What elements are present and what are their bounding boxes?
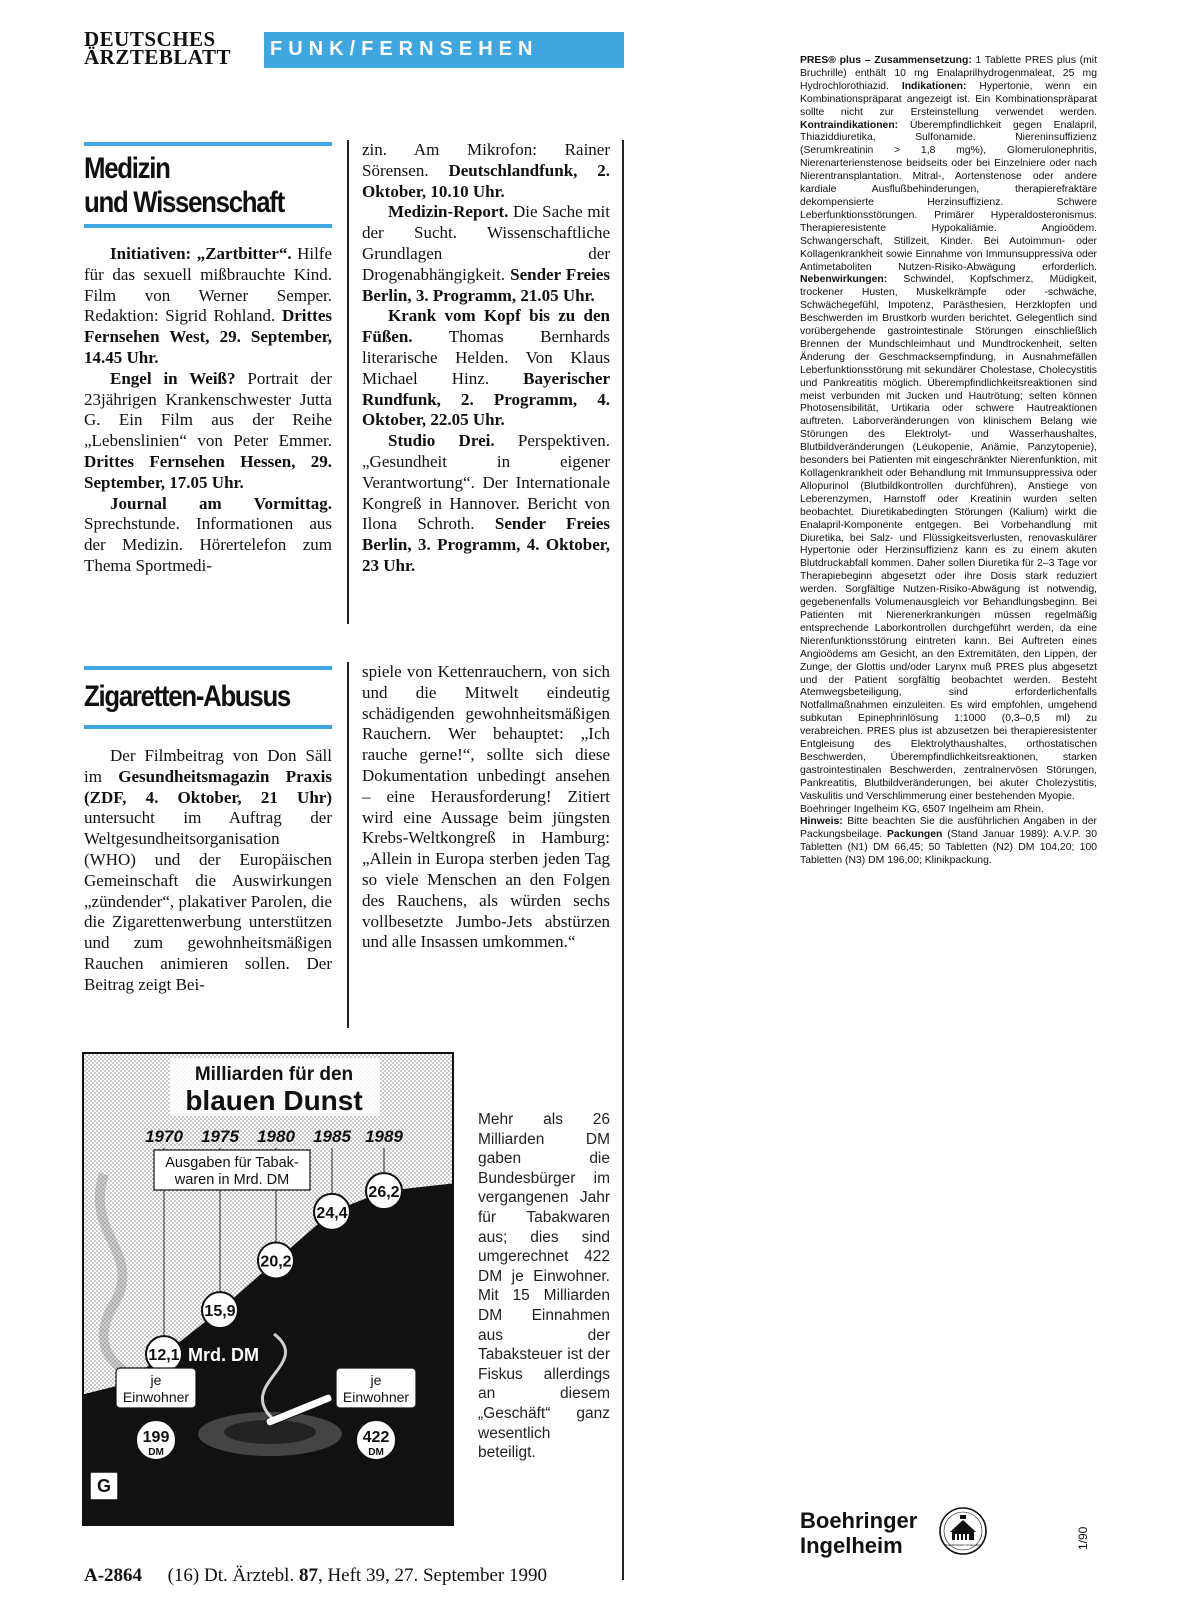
per-capita-unit-right: DM bbox=[368, 1447, 384, 1458]
chart-figure bbox=[82, 1052, 454, 1526]
x-tick-label: 1989 bbox=[365, 1127, 403, 1146]
legend-line1: Ausgaben für Tabak- bbox=[165, 1155, 299, 1171]
column-rule bbox=[347, 662, 349, 1028]
headline-rule-bottom bbox=[84, 725, 332, 729]
chart-svg bbox=[84, 1054, 454, 1526]
headline-rule-bottom bbox=[84, 224, 332, 228]
chart-logo-code: 8408 bbox=[90, 1505, 115, 1517]
x-tick-label: 1970 bbox=[145, 1127, 183, 1146]
data-label: 12,1 bbox=[148, 1347, 180, 1365]
x-tick-label: 1975 bbox=[201, 1127, 239, 1146]
data-label: 26,2 bbox=[368, 1184, 400, 1202]
boehringer-logo-icon bbox=[938, 1506, 988, 1556]
journal-name: DEUTSCHES ÄRZTEBLATT bbox=[84, 27, 231, 69]
unit-label: Mrd. DM bbox=[188, 1345, 259, 1366]
citation-pre: (16) Dt. Ärztebl. bbox=[167, 1565, 299, 1586]
page-footer bbox=[84, 1565, 547, 1587]
data-label: 24,4 bbox=[316, 1204, 348, 1222]
ad-paragraph: PRES® plus – Zusammensetzung: 1 Tablette PRES plus (mit Bruchrille) enthält 10 mg Enalaprilhydrogenmaleat, 25 mg Hydrochlorothiazid. Indikationen: Hypertonie, wenn ein Kombinationspräparat angezeigt ist. Ein Kombinationspräparat sollte nicht zur Ersteinstellung verwendet werden. Kontraindikationen: Überempfindlichkeit gegen Enalapril, Thiaziddiuretika, Sulfonamide. Niereninsuffizienz (Serumkreatinin > 1,8 mg%), Glomerulonephritis, Nierenarterienstenose beidseits oder bei Einzelniere oder nach Nierentransplantation. Mitral-, Aortenstenose oder andere kardiale Ausflußbehinderungen, therapierefraktäre dekompensierte Herzinsuffizienz. Schwere Leberfunktionsstörungen. Primärer Hyperaldosteronismus. Therapieresistente Hypokaliämie. Angioödem. Schwangerschaft, Stillzeit, Kinder. Bei Autoimmun- oder Kollagenkrankheit sowie Einnahme von Immunsuppressiva oder Antimetaboliten Nutzen-Risiko-Abwägung erforderlich. Nebenwirkungen: Schwindel, Kopfschmerz, Müdigkeit, trockener Husten, Muskelkrämpfe oder -schwäche, Schwächegefühl, Impotenz, Parästhesien, Herzklopfen und Beschwerden im Brustkorb wurden berichtet. Gelegentlich sind vorübergehende gastrointestinale Störungen einschließlich Brennen der Mundschleimhaut und Mundtrockenheit, selten Änderung der Geschmacksempfindung, in Ausnahmefällen Leberfunktionsstörung mit sekundärer Cholestase, Cholecystitis und Pankreatitis möglich. Überempfindlichkeitsreaktionen sind meist verbunden mit Jucken und Hautrötung; selten können Photosensibilität, Urtikaria oder schwere Hautreaktionen auftreten. Laborveränderungen von klinischem Belang wie Störungen des Elektrolyt- und Wasserhaushaltes, Blutbildveränderungen (Leukopenie, Anämie, Panzytopenie), besonders bei Patienten mit eingeschränkter Nierenfunktion, mit Kollagenkrankheit oder Behandlung mit Immunsuppressiva oder Allopurinol (Blutbildkontrollen durchführen), Anstiege von Leberenzymen, Harnstoff oder Kreatinin wurden selten beobachtet. Diuretikabedingten Störungen (Kalium) wirkt die Enalapril-Komponente entgegen. Bei Vorbehandlung mit Diuretika, bei Salz- und Flüssigkeitsverlusten, renovaskulärer Hypertonie oder Herzinsuffizienz kann es zu einem akuten Blutdruckabfall kommen. Daher sollen Diuretika für 2–3 Tage vor Therapiebeginn abgesetzt oder ihre Dosis stark reduziert werden. Sorgfältige Nutzen-Risiko-Abwägung ist notwendig, gegebenenfalls Volumenausgleich vor Behandlungsbeginn. Bei Patienten mit Nierenerkrankungen müssen regelmäßig entsprechende Laborkontrollen durchgeführt werden, da eine Nierenfunktionsstörung eintreten kann. Bei Auftreten eines Angioödems am Gesicht, an den Extremitäten, den Lippen, der Zunge, der Glottis und/oder Larynx muß PRES plus abgesetzt und der Patient sorgfältig beobachtet werden. Besteht Atemwegsbeteiligung, sind erforderlichenfalls Notfallmaßnahmen einzuleiten. Es wird empfohlen, umgehend subkutan Epinephrinlösung 1:1000 (0,3–0,5 ml) zu verabreichen. PRES plus ist abzusetzen bei therapieresistenter Entgleisung des Elektrolythaushaltes, orthostatischen Beschwerden, Überempfindlichkeitsreaktionen, starken gastrointestinalen Beschwerden, zentralnervösen Störungen, Pankreatitis, Blutbildveränderungen, bei akuter Cholezystitis, Vaskulitis und Verschlimmerung einer bestehenden Myopie. bbox=[800, 55, 1097, 802]
paragraph: zin. Am Mikrofon: Rainer Sörensen. Deutschlandfunk, 2. Oktober, 10.10 Uhr. bbox=[362, 140, 610, 201]
per-capita-value-left: 199 bbox=[142, 1429, 170, 1446]
masthead bbox=[84, 27, 624, 72]
citation-post: , Heft 39, 27. September 1990 bbox=[317, 1565, 547, 1586]
citation-volume: 87 bbox=[298, 1565, 318, 1586]
drug-advertisement-text bbox=[800, 55, 1097, 868]
chart-source: Quelle: Stat. Bundesamt bbox=[350, 1508, 448, 1518]
article2-column-2: spiele von Kettenrauchern, von sich und die Mitwelt eindeutig schädigenden gewohnheitsmäßigen Rauchern. Wer behauptet: „Ich rauche gerne!“, sollte sich diese Dokumentation unbedingt ansehen – eine Herausforderung! Zitiert wird eine Aussage beim jüngsten Krebs-Weltkongreß in Hamburg: „Allein in Europa sterben jeden Tag so viele Menschen an den Folgen des Rauchens, als würden sechs vollbesetzte Jumbo-Jets abstürzen und alle Insassen umkommen.“ bbox=[362, 662, 610, 952]
per-capita-label-left-2: Einwohner bbox=[122, 1389, 190, 1405]
page-code: A-2864 bbox=[84, 1565, 143, 1586]
per-capita-label-left-1: je bbox=[150, 1372, 162, 1388]
paragraph: Krank vom Kopf bis zu den Füßen. Thomas Bernhards literarische Helden. Von Klaus Michael Hinz. Bayerischer Rundfunk, 2. Programm, 4. Oktober, 22.05 Uhr. bbox=[362, 306, 610, 430]
chart-title-line1: Milliarden für den bbox=[194, 1064, 354, 1085]
per-capita-unit-left: DM bbox=[148, 1447, 164, 1458]
logo-lettering: BOEHRINGER INGELHEIM bbox=[944, 1543, 982, 1547]
per-capita-value-right: 422 bbox=[362, 1429, 390, 1446]
data-label: 20,2 bbox=[260, 1253, 292, 1271]
chart-caption: Mehr als 26 Milliarden DM gaben die Bundesbürger im vergangenen Jahr für Tabakwaren aus; dies sind umgerechnet 422 DM je Einwohner. Mit 15 Milliarden DM Einnahmen aus der Tabaksteuer ist der Fiskus allerdings an diesem „Geschäft“ ganz wesentlich beteiligt. bbox=[478, 1111, 610, 1462]
paragraph: Engel in Weiß? Portrait der 23jährigen Krankenschwester Jutta G. Ein Film aus der Reihe „Lebenslinien“ von Peter Emmer. Drittes Fernsehen Hessen, 29. September, 17.05 Uhr. bbox=[84, 368, 333, 492]
per-capita-label-right-1: je bbox=[370, 1372, 382, 1388]
ad-paragraph: Hinweis: Bitte beachten Sie die ausführlichen Angaben in der Packungsbeilage. Packungen (Stand Januar 1989): A.V.P. 30 Tabletten (N1) DM 66,45; 50 Tabletten (N2) DM 104,20; 100 Tabletten (N3) DM 196,00; Klinikpackung. bbox=[800, 816, 1097, 867]
headline-rule-top bbox=[84, 142, 332, 146]
column-rule bbox=[347, 140, 349, 624]
article1-headline: Medizin und Wissenschaft bbox=[84, 152, 284, 219]
per-capita-label-right-2: Einwohner bbox=[342, 1389, 410, 1405]
paragraph: Medizin-Report. Die Sache mit der Sucht. Wissenschaftliche Grundlagen der Drogenabhängigkeit. Sender Freies Berlin, 3. Programm, 21.05 Uhr. bbox=[362, 202, 610, 305]
issue-code: 1/90 bbox=[1076, 1526, 1090, 1550]
paragraph: Der Filmbeitrag von Don Säll im Gesundheitsmagazin Praxis (ZDF, 4. Oktober, 21 Uhr) untersucht im Auftrag der Weltgesundheitsorganisation (WHO) und der Europäischen Gemeinschaft die Auswirkungen „zündender“, plakativer Parolen, die die Zigarettenwerbung unterstützen und zum gewohnheitsmäßigen Rauchen animieren sollen. Der Beitrag zeigt Bei- bbox=[84, 746, 333, 994]
chart-title-line2: blauen Dunst bbox=[185, 1085, 363, 1116]
x-tick-label: 1980 bbox=[257, 1127, 295, 1146]
x-tick-label: 1985 bbox=[313, 1127, 351, 1146]
paragraph: Initiativen: „Zartbitter“. Hilfe für das sexuell mißbrauchte Kind. Film von Werner Semper. Redaktion: Sigrid Rohland. Drittes Fernsehen West, 29. September, 14.45 Uhr. bbox=[84, 244, 332, 367]
brand-name: Boehringer Ingelheim bbox=[800, 1508, 918, 1558]
chart-credit: © Globus bbox=[124, 1506, 166, 1517]
column-rule-right bbox=[622, 140, 624, 1580]
article2-column-1 bbox=[84, 746, 332, 996]
globus-logo-glyph: G bbox=[96, 1476, 112, 1496]
paragraph: Journal am Vormittag. Sprechstunde. Informationen aus der Medizin. Hörertelefon zum Thema Sportmedi- bbox=[84, 493, 332, 575]
headline-rule-top bbox=[84, 666, 332, 670]
data-label: 15,9 bbox=[204, 1303, 236, 1321]
section-banner: FUNK/FERNSEHEN bbox=[264, 32, 624, 68]
ad-paragraph: Boehringer Ingelheim KG, 6507 Ingelheim am Rhein. bbox=[800, 803, 1044, 815]
article2-headline: Zigaretten-Abusus bbox=[84, 680, 290, 713]
article1-column-2 bbox=[362, 140, 610, 577]
article1-column-1 bbox=[84, 244, 332, 577]
paragraph: Studio Drei. Perspektiven. „Gesundheit in eigener Verantwortung“. Der Internationale Kongreß in Hannover. Bericht von Ilona Schroth. Sender Freies Berlin, 3. Programm, 4. Oktober, 23 Uhr. bbox=[362, 431, 610, 575]
legend-line2: waren in Mrd. DM bbox=[174, 1172, 290, 1188]
